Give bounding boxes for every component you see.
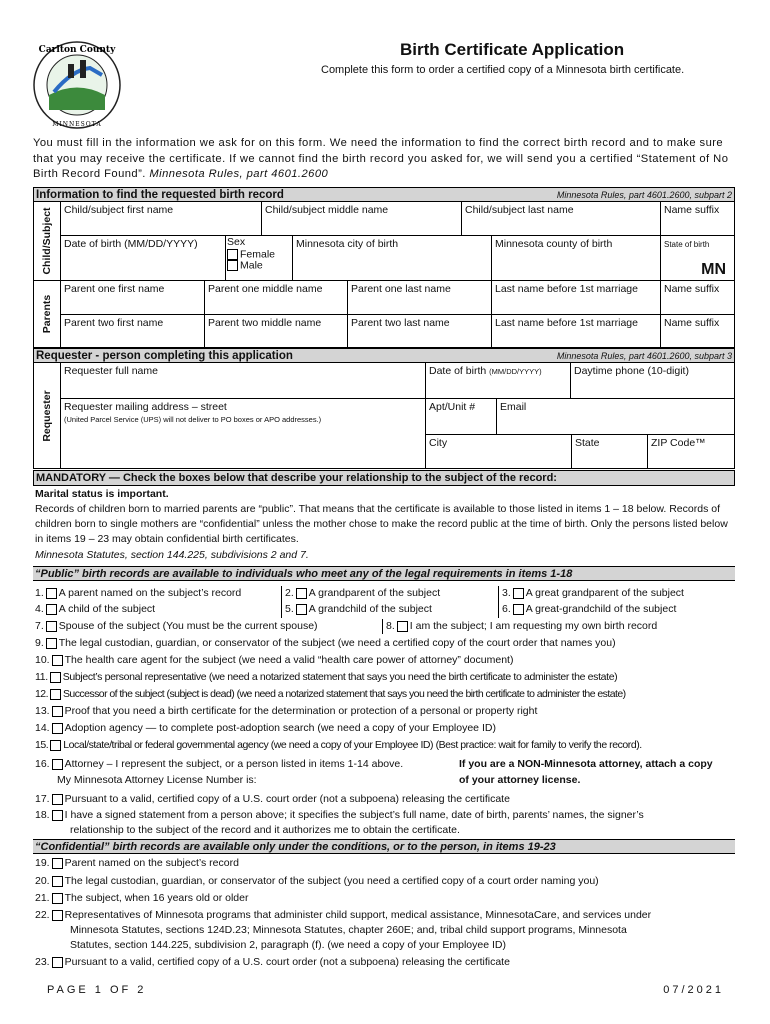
item-22-checkbox[interactable]: [52, 910, 63, 921]
sex-label: Sex: [227, 236, 246, 248]
county-seal-logo: [32, 40, 122, 130]
intro-text: You must fill in the information we ask for on this form. We need the information to find the correct birth record and to make sure that you may receive the certificate. If we cannot find the birth record you asked for, we will send you a certified “Statement of No Birth Record Found”.: [33, 137, 729, 180]
item-19-checkbox[interactable]: [52, 858, 63, 869]
child-name-suffix-field[interactable]: Name suffix: [661, 202, 734, 236]
parent1-suffix-field[interactable]: Name suffix: [661, 281, 734, 315]
daytime-phone-field[interactable]: Daytime phone (10-digit): [571, 363, 734, 399]
apt-unit-field[interactable]: Apt/Unit #: [426, 399, 497, 435]
birth-record-grid: [33, 201, 735, 348]
svg-text:MINNESOTA: MINNESOTA: [52, 121, 102, 128]
mailing-address-field[interactable]: Requester mailing address – street (United Parcel Service (UPS) will not deliver to PO boxes or APO addresses.): [61, 399, 426, 468]
parent2-last-name-field[interactable]: Parent two last name: [348, 315, 492, 348]
item-18-continued: relationship to the subject of the record and it authorizes me to obtain the certificate.: [70, 824, 460, 836]
section-rule: Minnesota Rules, part 4601.2600, subpart 2: [556, 190, 732, 200]
item-21-checkbox[interactable]: [52, 893, 63, 904]
item-7-checkbox[interactable]: [46, 621, 57, 632]
parent2-middle-name-field[interactable]: Parent two middle name: [205, 315, 348, 348]
child-county-of-birth-field[interactable]: Minnesota county of birth: [492, 236, 661, 281]
child-city-of-birth-field[interactable]: Minnesota city of birth: [293, 236, 492, 281]
item-16-checkbox[interactable]: [52, 759, 63, 770]
item-12[interactable]: 12. Successor of the subject (subject is dead) (we need a notarized statement that says you need the birth certificate to administer the estate): [35, 688, 626, 700]
attorney-license-line[interactable]: My Minnesota Attorney License Number is:: [57, 774, 257, 786]
public-records-header: “Public” birth records are available to individuals who meet any of the legal requirements in items 1-18: [33, 566, 735, 581]
confidential-records-header: “Confidential” birth records are available only under the conditions, or to the person, in items 19-23: [33, 839, 735, 854]
item-20-checkbox[interactable]: [52, 876, 63, 887]
item-2[interactable]: 2. A grandparent of the subject: [285, 587, 441, 599]
female-checkbox[interactable]: [227, 249, 238, 260]
item-22-continued: Minnesota Statutes, sections 124D.23; Minnesota Statutes, chapter 260E; and, tribal child support programs, Minnesota: [70, 924, 627, 936]
page-subtitle: Complete this form to order a certified copy of a Minnesota birth certificate.: [321, 64, 685, 76]
page-number: PAGE 1 OF 2: [47, 984, 147, 996]
item-18-checkbox[interactable]: [52, 810, 63, 821]
requester-grid: [33, 362, 735, 469]
item-10-checkbox[interactable]: [52, 655, 63, 666]
child-middle-name-field[interactable]: Child/subject middle name: [262, 202, 462, 236]
item-20[interactable]: 20. The legal custodian, guardian, or conservator of the subject (you need a certified copy of a court order naming you): [35, 875, 599, 887]
item-4[interactable]: 4. A child of the subject: [35, 603, 156, 615]
item-22-continued-2: Statutes, section 144.225, subdivision 2, paragraph (f). (we need a copy of your Employee ID): [70, 939, 506, 951]
item-7[interactable]: 7. Spouse of the subject (You must be the current spouse): [35, 620, 318, 632]
item-19[interactable]: 19. Parent named on the subject’s record: [35, 857, 239, 869]
item-8-checkbox[interactable]: [397, 621, 408, 632]
item-9-checkbox[interactable]: [46, 638, 57, 649]
item-18[interactable]: 18. I have a signed statement from a person above; it specifies the subject’s full name, date of birth, parents’ names, the signer’s: [35, 809, 644, 821]
state-of-birth-label: State of birth: [664, 240, 710, 249]
item-16[interactable]: 16. Attorney – I represent the subject, or a person listed in items 1-14 above.: [35, 758, 404, 770]
parent1-first-name-field[interactable]: Parent one first name: [61, 281, 205, 315]
intro-citation: Minnesota Rules, part 4601.2600: [149, 168, 329, 180]
requester-full-name-field[interactable]: Requester full name: [61, 363, 426, 399]
records-explanation: Records of children born to married parents are “public”. That means that the certificate is available to those listed in items 1 – 18 below. Records of children born to single mothers are “confidential” unless the mother chose to make the record public at the time of birth. Only the persons listed below in items 19 – 23 may obtain confidential birth certificates.: [35, 503, 728, 545]
statute-reference: Minnesota Statutes, section 144.225, subdivisions 2 and 7.: [35, 549, 309, 561]
child-dob-field[interactable]: Date of birth (MM/DD/YYYY): [61, 236, 226, 281]
item-10[interactable]: 10. The health care agent for the subject (we need a valid “health care power of attorney” document): [35, 654, 514, 666]
male-checkbox[interactable]: [227, 260, 238, 271]
male-label: Male: [240, 259, 263, 272]
item-17[interactable]: 17. Pursuant to a valid, certified copy of a U.S. court order (not a subpoena) releasing the certificate: [35, 793, 510, 805]
item-12-checkbox[interactable]: [50, 689, 61, 700]
state-field[interactable]: State: [572, 435, 648, 468]
mandatory-header: MANDATORY — Check the boxes below that describe your relationship to the subject of the record:: [33, 470, 735, 486]
item-15-checkbox[interactable]: [50, 740, 61, 751]
item-11[interactable]: 11. Subject’s personal representative (we need a notarized statement that says you need the birth certificate to administer the estate): [35, 671, 618, 683]
column-divider: [281, 586, 282, 618]
svg-text:Carlton County: Carlton County: [38, 45, 116, 55]
parent1-maiden-name-field[interactable]: Last name before 1st marriage: [492, 281, 661, 315]
non-mn-attorney-note: If you are a NON-Minnesota attorney, attach a copy: [459, 758, 713, 770]
item-23-checkbox[interactable]: [52, 957, 63, 968]
item-9[interactable]: 9. The legal custodian, guardian, or conservator of the subject (we need a certified copy of the court order that names you): [35, 637, 616, 649]
section-rule: Minnesota Rules, part 4601.2600, subpart 3: [556, 351, 732, 361]
child-first-name-field[interactable]: Child/subject first name: [61, 202, 262, 236]
item-15[interactable]: 15. Local/state/tribal or federal governmental agency (we need a copy of your Employee ID) (Best practice: wait for family to verify the record).: [35, 739, 642, 751]
section-title: Information to find the requested birth record: [36, 189, 284, 201]
female-label: Female: [240, 247, 276, 260]
item-8[interactable]: 8. I am the subject; I am requesting my own birth record: [386, 620, 658, 632]
state-of-birth-value: MN: [701, 261, 726, 278]
item-6-checkbox[interactable]: [513, 604, 524, 615]
item-14[interactable]: 14. Adoption agency — to complete post-adoption search (we need a copy of your Employee ID): [35, 722, 496, 734]
marital-status-note: Marital status is important.: [35, 488, 169, 500]
revision-date: 07/2021: [663, 984, 724, 996]
parent2-maiden-name-field[interactable]: Last name before 1st marriage: [492, 315, 661, 348]
city-field[interactable]: City: [426, 435, 572, 468]
intro-paragraph: [33, 136, 745, 183]
item-5-checkbox[interactable]: [296, 604, 307, 615]
child-last-name-field[interactable]: Child/subject last name: [462, 202, 661, 236]
parent1-middle-name-field[interactable]: Parent one middle name: [205, 281, 348, 315]
item-3-checkbox[interactable]: [513, 588, 524, 599]
section-birth-record-header: [33, 187, 735, 202]
item-23[interactable]: 23. Pursuant to a valid, certified copy of a U.S. court order (not a subpoena) releasing the certificate: [35, 956, 510, 968]
section-title: Requester - person completing this application: [36, 350, 293, 362]
page-title: Birth Certificate Application: [400, 40, 625, 59]
item-13[interactable]: 13. Proof that you need a birth certificate for the determination or protection of a personal or property right: [35, 705, 538, 717]
non-mn-attorney-note-2: of your attorney license.: [459, 774, 581, 786]
zip-code-field[interactable]: ZIP Code™: [651, 437, 706, 449]
item-4-checkbox[interactable]: [46, 604, 57, 615]
item-14-checkbox[interactable]: [52, 723, 63, 734]
item-6[interactable]: 6. A great-grandchild of the subject: [502, 603, 677, 615]
section-requester-header: [33, 348, 735, 363]
item-5[interactable]: 5. A grandchild of the subject: [285, 603, 432, 615]
item-1[interactable]: 1. A parent named on the subject’s record: [35, 587, 242, 599]
item-1-checkbox[interactable]: [46, 588, 57, 599]
item-17-checkbox[interactable]: [52, 794, 63, 805]
parent2-first-name-field[interactable]: Parent two first name: [61, 315, 205, 348]
requester-dob-field[interactable]: Date of birth (MM/DD/YYYY): [426, 363, 571, 399]
item-21[interactable]: 21. The subject, when 16 years old or older: [35, 892, 249, 904]
parent2-suffix-field[interactable]: Name suffix: [664, 317, 720, 329]
item-11-checkbox[interactable]: [50, 672, 61, 683]
state-of-birth-field: [661, 236, 734, 281]
item-13-checkbox[interactable]: [52, 706, 63, 717]
requester-label: Requester: [34, 363, 61, 468]
column-divider: [498, 586, 499, 618]
parent1-last-name-field[interactable]: Parent one last name: [348, 281, 492, 315]
parents-label: Parents: [34, 281, 61, 348]
ups-note: (United Parcel Service (UPS) will not deliver to PO boxes or APO addresses.): [64, 415, 322, 424]
child-subject-label: Child/Subject: [34, 202, 61, 281]
email-field[interactable]: Email: [497, 399, 734, 435]
item-22[interactable]: 22. Representatives of Minnesota programs that administer child support, medical assistance, MinnesotaCare, and services under: [35, 909, 652, 921]
item-2-checkbox[interactable]: [296, 588, 307, 599]
item-3[interactable]: 3. A great grandparent of the subject: [502, 587, 684, 599]
child-sex-field: [226, 236, 293, 281]
column-divider: [382, 619, 383, 634]
